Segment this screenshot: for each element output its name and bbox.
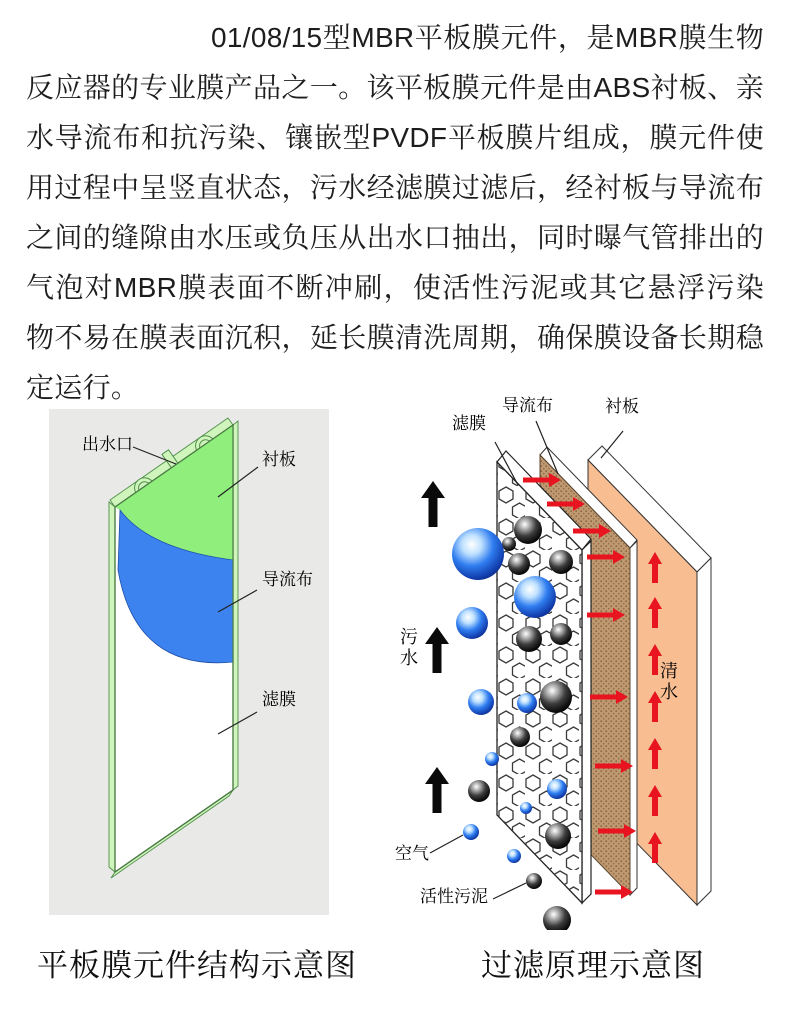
label-membrane-right: 滤膜 [452,414,486,433]
structure-diagram-caption: 平板膜元件结构示意图 [37,948,357,983]
intro-paragraph: 01/08/15型MBR平板膜元件，是MBR膜生物反应器的专业膜产品之一。该平板膜元件是由ABS衬板、亲水导流布和抗污染、镶嵌型PVDF平板膜片组成，膜元件使用过程中呈竖直状态，污水经滤膜过滤后，经衬板与导流布之间的缝隙由水压或负压从出水口抽出，同时曝气管排出的气泡对MBR膜表面不断冲刷，使活性污泥或其它悬浮污染物不易在膜表面沉积，延长膜清洗周期，确保膜设备长期稳定运行。 [26,22,764,403]
filtration-illustration [390,390,790,930]
label-membrane: 滤膜 [262,690,296,709]
membrane-element-illustration [49,409,329,915]
structure-diagram [49,409,329,915]
label-backing-plate: 衬板 [262,450,296,469]
label-air: 空气 [395,844,429,863]
principle-diagram-caption: 过滤原理示意图 [481,948,705,983]
label-clean-water: 清水 [658,661,678,703]
label-backing-plate-right: 衬板 [605,397,639,416]
label-flow-cloth: 导流布 [262,570,313,589]
label-activated-sludge: 活性污泥 [420,887,488,906]
sewage-flow-arrows [421,481,449,813]
label-flow-cloth-right: 导流布 [502,396,553,415]
principle-diagram [390,390,790,930]
label-water-outlet: 出水口 [82,435,133,454]
label-sewage: 污水 [398,627,418,669]
